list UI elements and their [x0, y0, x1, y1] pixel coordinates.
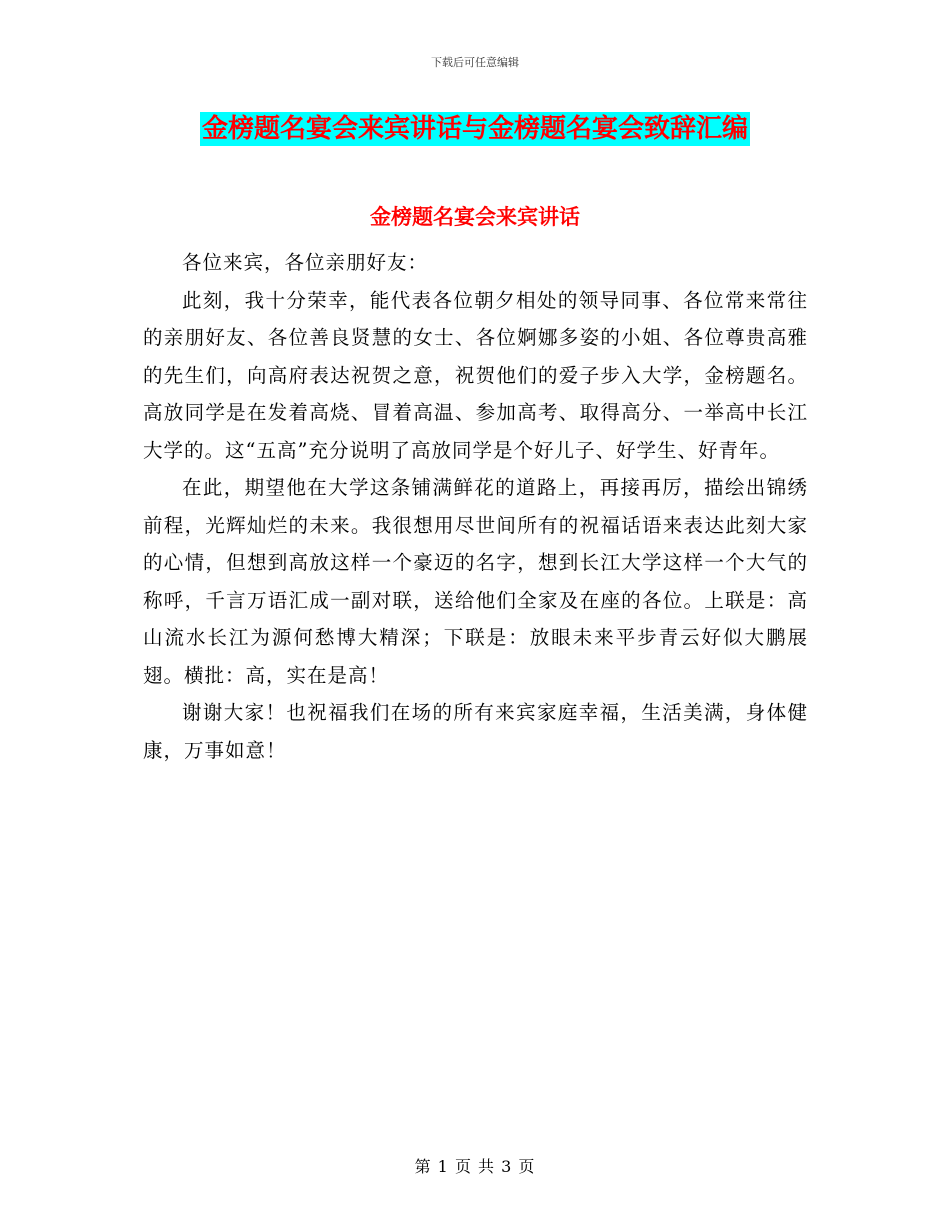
- greeting-paragraph: 各位来宾，各位亲朋好友：: [182, 251, 429, 274]
- body-paragraph: 在此，期望他在大学这条铺满鲜花的道路上，再接再厉，描绘出锦绣前程，光辉灿烂的未来。我很想用尽世间所有的祝福话语来表达此刻大家的心情，但想到高放这样一个豪迈的名字，想到长江大学这样一个大气的称呼，千言万语汇成一副对联，送给他们全家及在座的各位。上联是：高山流水长江为源何愁博大精深；下联是：放眼未来平步青云好似大鹏展翅。横批：高，实在是高！: [143, 476, 808, 687]
- document-title: 金榜题名宴会来宾讲话与金榜题名宴会致辞汇编: [201, 114, 748, 144]
- closing-paragraph: 谢谢大家！也祝福我们在场的所有来宾家庭幸福，生活美满，身体健康，万事如意！: [143, 701, 808, 762]
- header-note: 下载后可任意编辑: [431, 56, 519, 69]
- body-paragraph: 此刻，我十分荣幸，能代表各位朝夕相处的领导同事、各位常来常往的亲朋好友、各位善良贤慧的女士、各位婀娜多姿的小姐、各位尊贵高雅的先生们，向高府表达祝贺之意，祝贺他们的爱子步入大学，金榜题名。高放同学是在发着高烧、冒着高温、参加高考、取得高分、一举高中长江大学的。这“五高”充分说明了高放同学是个好儿子、好学生、好青年。: [143, 288, 808, 462]
- page-number: 第 1 页 共 3 页: [414, 1157, 536, 1176]
- document-body: [143, 222, 808, 769]
- main-title-container: [0, 112, 950, 146]
- section-title: 金榜题名宴会来宾讲话: [370, 204, 580, 229]
